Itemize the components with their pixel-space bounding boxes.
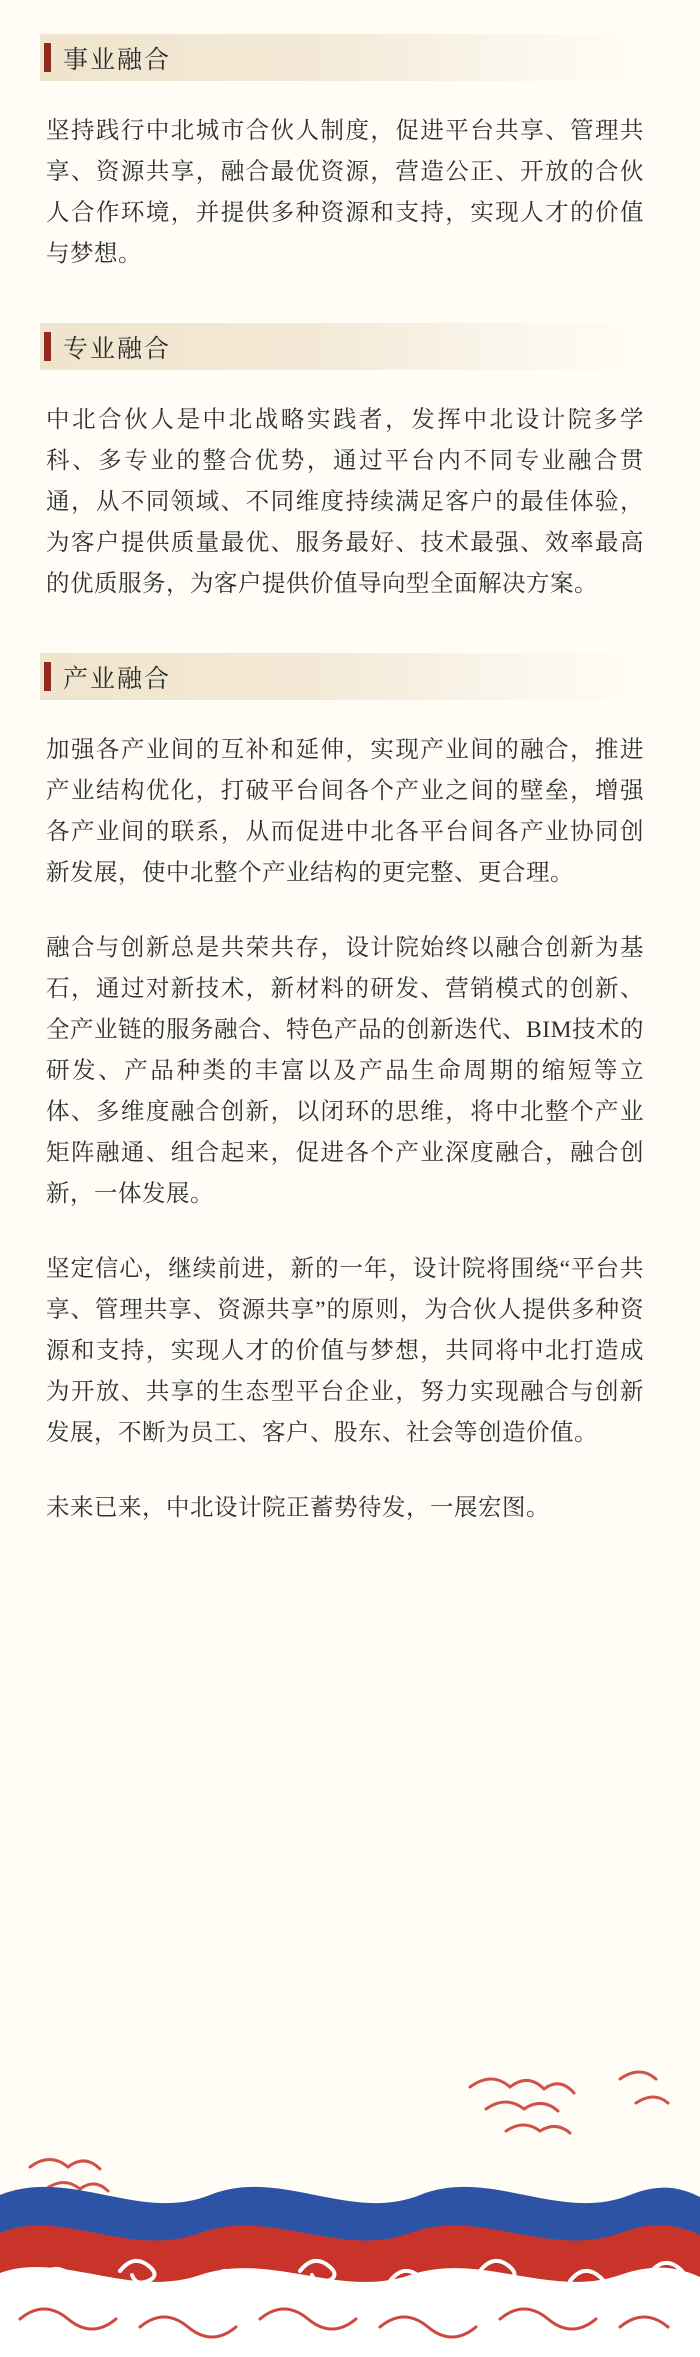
section-shiye-ronghe (40, 34, 652, 275)
section-heading-bar (40, 34, 652, 81)
paragraph: 坚定信心，继续前进，新的一年，设计院将围绕“平台共享、管理共享、资源共享”的原则，为合伙人提供多种资源和支持，实现人才的价值与梦想，共同将中北打造成为开放、共享的生态型平台企业，努力实现融合与创新发展，不断为员工、客户、股东、社会等创造价值。 (46, 1256, 644, 1446)
article-content (0, 34, 700, 1529)
section-heading-text: 事业融合 (63, 45, 172, 74)
paragraph: 坚持践行中北城市合伙人制度，促进平台共享、管理共享、资源共享，融合最优资源，营造公正、开放的合伙人合作环境，并提供多种资源和支持，实现人才的价值与梦想。 (46, 118, 644, 267)
paragraph: 未来已来，中北设计院正蓄势待发，一展宏图。 (46, 1495, 550, 1521)
paragraph: 加强各产业间的互补和延伸，实现产业间的融合，推进产业结构优化，打破平台间各个产业之间的壁垒，增强各产业间的联系，从而促进中北各平台间各产业协同创新发展，使中北整个产业结构的更完整、更合理。 (46, 737, 644, 886)
paragraph: 中北合伙人是中北战略实践者，发挥中北设计院多学科、多专业的整合优势，通过平台内不同专业融合贯通，从不同领域、不同维度持续满足客户的最佳体验，为客户提供质量最优、服务最好、技术最强、效率最高的优质服务，为客户提供价值导向型全面解决方案。 (46, 407, 644, 597)
heading-accent-tick (44, 662, 51, 691)
paragraph: 融合与创新总是共荣共存，设计院始终以融合创新为基石，通过对新技术，新材料的研发、营销模式的创新、全产业链的服务融合、特色产品的创新迭代、BIM技术的研发、产品种类的丰富以及产品生命周期的缩短等立体、多维度融合创新，以闭环的思维，将中北整个产业矩阵融通、组合起来，促进各个产业深度融合，融合创新，一体发展。 (46, 935, 644, 1207)
section-heading-text: 产业融合 (63, 664, 172, 693)
section-heading-text: 专业融合 (63, 334, 172, 363)
heading-accent-tick (44, 43, 51, 72)
section-heading-bar (40, 323, 652, 370)
heading-accent-tick (44, 332, 51, 361)
section-chanye-ronghe (40, 653, 652, 1529)
footer-wave-decoration (0, 2027, 700, 2357)
section-heading-bar (40, 653, 652, 700)
section-body (40, 730, 652, 1529)
section-body (40, 111, 652, 275)
section-zhuanye-ronghe (40, 323, 652, 605)
section-body (40, 400, 652, 605)
